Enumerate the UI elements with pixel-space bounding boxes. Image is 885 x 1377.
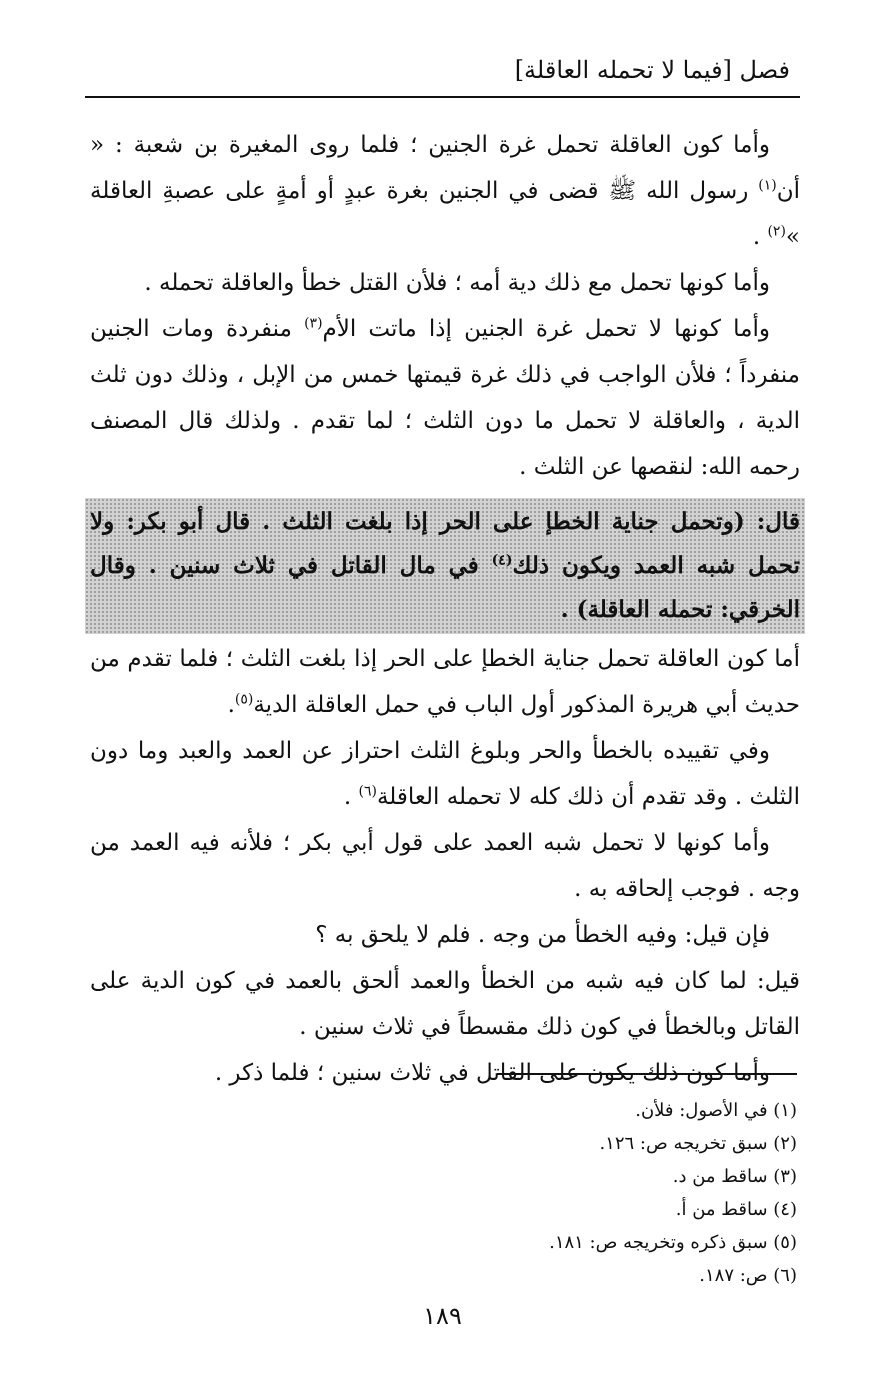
- footnotes-list: [397, 1094, 797, 1292]
- paragraph: أما كون العاقلة تحمل جناية الخطإ على الحر إذا بلغت الثلث ؛ فلما تقدم من حديث أبي هريرة المذكور أول الباب في حمل العاقلة الدية$^{(٥)}$.: [90, 646, 800, 718]
- paragraph: وأما كون العاقلة تحمل غرة الجنين ؛ فلما روى المغيرة بن شعبة : « أن$^{(١)}$ رسول الله ﷺ قضى في الجنين بغرة عبدٍ أو أمةٍ على عصبةِ العاقلة »$^{(٢)}$ .: [90, 132, 800, 250]
- paragraph: فإن قيل: وفيه الخطأ من وجه . فلم لا يلحق به ؟: [315, 922, 770, 948]
- paragraph: وأما كون ذلك يكون على القاتل في ثلاث سنين ؛ فلما ذكر .: [214, 1060, 770, 1086]
- running-header: [85, 52, 800, 98]
- footnote-ref: (١): [758, 177, 777, 194]
- chapter-title: فصل [فيما لا تحمله العاقلة]: [514, 56, 790, 84]
- highlighted-matn-quote: قال: (وتحمل جناية الخطإ على الحر إذا بلغت الثلث . قال أبو بكر: ولا تحمل شبه العمد ويكون ذلك$^{(٤)}$ في مال القاتل في ثلاث سنين . وقال الخرقي: تحمله العاقلة) .: [85, 498, 805, 634]
- footnote-separator: [497, 1073, 797, 1075]
- footnote: (٤) ساقط من أ.: [675, 1199, 797, 1220]
- footnote: (١) في الأصول: فلأن.: [635, 1100, 797, 1121]
- footnote-ref: (٦): [358, 783, 377, 800]
- footnote: (٢) سبق تخريجه ص: ١٢٦.: [599, 1133, 797, 1154]
- main-text: [90, 122, 800, 1096]
- paragraph: وأما كونها لا تحمل غرة الجنين إذا ماتت الأم$^{(٣)}$ منفردة ومات الجنين منفرداً ؛ فلأن الواجب في ذلك غرة قيمتها خمس من الإبل ، وذلك دون ثلث الدية ، والعاقلة لا تحمل ما دون الثلث ؛ لما تقدم . ولذلك قال المصنف رحمه الله: لنقصها عن الثلث .: [90, 315, 800, 480]
- footnote-ref: (٢): [767, 223, 786, 240]
- paragraph: قيل: لما كان فيه شبه من الخطأ والعمد ألحق بالعمد في كون الدية على القاتل وبالخطأ في كون ذلك مقسطاً في ثلاث سنين .: [90, 968, 800, 1040]
- footnote: (٦) ص: ١٨٧.: [699, 1265, 797, 1286]
- paragraph: وفي تقييده بالخطأ والحر وبلوغ الثلث احتراز عن العمد والعبد وما دون الثلث . وقد تقدم أن ذلك كله لا تحمله العاقلة$^{(٦)}$ .: [90, 738, 800, 810]
- paragraph: وأما كونها تحمل مع ذلك دية أمه ؛ فلأن القتل خطأ والعاقلة تحمله .: [144, 270, 770, 296]
- page-number: ١٨٩: [423, 1302, 462, 1330]
- footnote: (٥) سبق ذكره وتخريجه ص: ١٨١.: [549, 1232, 797, 1253]
- footnote-ref: (٣): [304, 315, 323, 332]
- paragraph: وأما كونها لا تحمل شبه العمد على قول أبي بكر ؛ فلأنه فيه العمد من وجه . فوجب إلحاقه به .: [90, 830, 800, 902]
- footnote-ref: (٤): [491, 552, 513, 569]
- footnote-ref: (٥): [234, 691, 254, 708]
- footnote: (٣) ساقط من د.: [672, 1166, 797, 1187]
